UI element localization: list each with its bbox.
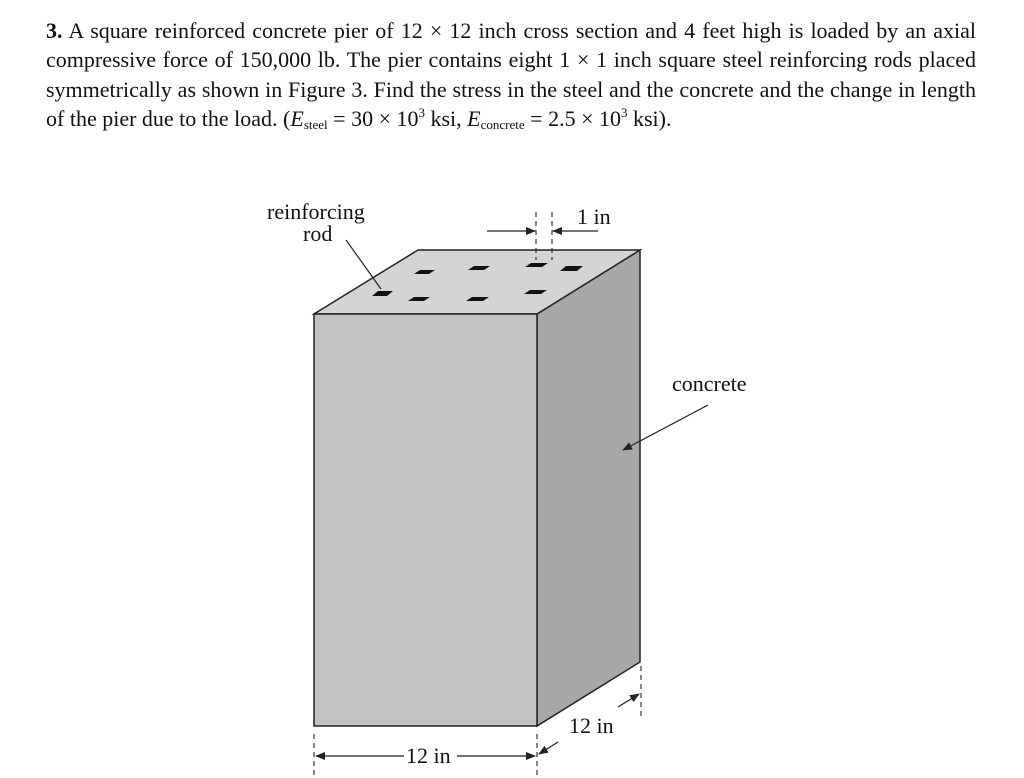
e-concrete-unit: ksi). [627, 106, 672, 132]
e-steel-symbol: E [290, 106, 304, 132]
e-steel-subscript: steel [303, 117, 328, 133]
e-concrete-value: = 2.5 × 10 [524, 106, 621, 132]
label-rod: rod [303, 221, 333, 246]
label-rod-size: 1 in [577, 204, 611, 229]
e-concrete-exponent: 3 [620, 105, 628, 121]
label-width-front: 12 in [406, 743, 451, 768]
side-depth-arrow-top [618, 694, 639, 707]
label-concrete: concrete [672, 371, 747, 396]
label-reinforcing: reinforcing [267, 199, 365, 224]
e-concrete-subscript: concrete [480, 117, 525, 133]
problem-number: 3. [46, 18, 63, 43]
label-width-side: 12 in [569, 713, 614, 738]
e-steel-value: = 30 × 10 [327, 106, 419, 132]
side-depth-arrow-bottom [539, 742, 558, 754]
e-concrete-symbol: E [467, 106, 481, 132]
reinforcing-rod-leader [346, 240, 381, 289]
pier-side-face [537, 250, 640, 726]
e-steel-unit: ksi, [424, 106, 468, 132]
e-steel-exponent: 3 [418, 105, 425, 121]
pier-front-face [314, 314, 537, 726]
problem-text: A square reinforced concrete pier of 12 × 12 inch cross section and 4 feet high is loaded by an axial compressive force of 150,000 lb. The pier contains eight 1 × 1 inch square steel reinforcing rods placed symmetrically as shown in Figure 3. Find the stress in the steel and the concrete and the change in length of the pier due to the load. ( [46, 18, 976, 132]
